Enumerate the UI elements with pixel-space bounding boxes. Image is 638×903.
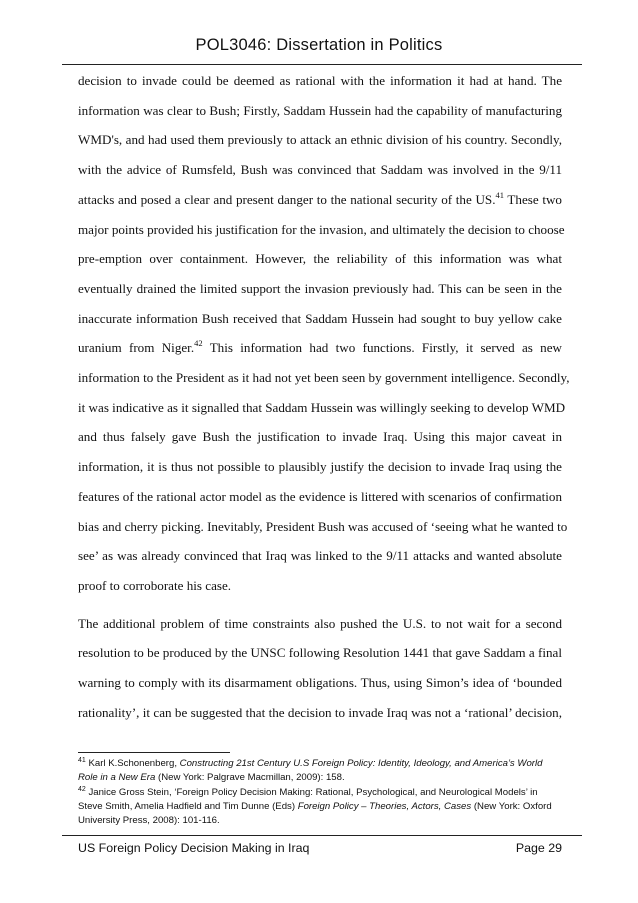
footnote-number: 41 bbox=[78, 757, 86, 764]
text-line: and thus falsely gave Bush the justification to invade Iraq. Using this major caveat in bbox=[78, 429, 562, 445]
text-line: it was indicative as it signalled that Saddam Hussein was willingly seeking to develop WMD bbox=[78, 399, 566, 415]
footnote-number: 42 bbox=[78, 785, 86, 793]
text-line: resolution to be produced by the UNSC following Resolution 1441 that gave Saddam a final bbox=[78, 645, 562, 661]
text-segment: attacks and posed a clear and present danger to the national security of the US. bbox=[78, 191, 496, 207]
footnote-ref-41[interactable]: 41 bbox=[495, 189, 504, 200]
text-line: see’ as was already convinced that Iraq was linked to the 9/11 attacks and wanted absolute bbox=[78, 548, 562, 564]
text-line: pre-emption over containment. However, the reliability of this information was what bbox=[78, 251, 562, 267]
text-line bbox=[78, 333, 562, 363]
text-line: major points provided his justification for the invasion, and ultimately the decision to choose bbox=[78, 221, 565, 237]
text-line: warning to comply with its disarmament obligations. Thus, using Simon’s idea of ‘bounded bbox=[78, 675, 562, 691]
text-line: decision to invade could be deemed as rational with the information it had at hand. The bbox=[78, 73, 562, 88]
text-line: WMD's, and had used them previously to attack an ethnic division of his country. Secondly, bbox=[78, 132, 562, 148]
footnote-book-title: Foreign Policy – Theories, Actors, Cases bbox=[297, 800, 472, 812]
footnote-41 bbox=[78, 757, 562, 786]
footnotes bbox=[78, 757, 562, 828]
paragraph-1 bbox=[78, 66, 570, 601]
footnote-publication: (New York: Palgrave Macmillan, 2009): 158. bbox=[155, 772, 345, 784]
header-divider bbox=[62, 64, 582, 65]
footnote-publication: (New York: Oxford University Press, 2008): 101-116. bbox=[78, 800, 552, 827]
main-text bbox=[78, 66, 570, 727]
page-number: Page 29 bbox=[515, 841, 562, 855]
header-title: POL3046: Dissertation in Politics bbox=[195, 36, 443, 54]
footer-title: US Foreign Policy Decision Making in Iraq bbox=[78, 841, 310, 855]
text-line bbox=[78, 185, 562, 215]
text-line: proof to corroborate his case. bbox=[78, 577, 232, 593]
footnote-author: Karl K.Schonenberg, bbox=[88, 758, 180, 769]
footnote-divider bbox=[78, 752, 230, 753]
text-line: information to the President as it had not yet been seen by government intelligence. Secondly, bbox=[78, 370, 570, 386]
text-line: information, it is thus not possible to plausibly justify the decision to invade Iraq using the bbox=[78, 459, 562, 475]
text-line: features of the rational actor model as the evidence is littered with scenarios of confirmation bbox=[78, 488, 562, 504]
page-footer bbox=[78, 841, 562, 855]
text-line: information was clear to Bush; Firstly, Saddam Hussein had the capability of manufacturing bbox=[78, 102, 562, 118]
footnote-42 bbox=[78, 786, 562, 829]
text-line: with the advice of Rumsfeld, Bush was convinced that Saddam was involved in the 9/11 bbox=[78, 162, 562, 178]
text-segment: uranium from Niger. bbox=[78, 340, 195, 356]
text-line: inaccurate information Bush received that Saddam Hussein had sought to buy yellow cake bbox=[78, 310, 562, 326]
footnote-book-title: Constructing 21st Century U.S Foreign Policy: Identity, Ideology, and America’s World Role in a New Era bbox=[78, 758, 543, 784]
text-line: bias and cherry picking. Inevitably, President Bush was accused of ‘seeing what he wanted to bbox=[78, 518, 568, 534]
text-line: rationality’, it can be suggested that the decision to invade Iraq was not a ‘rational’ decision, bbox=[78, 704, 562, 720]
text-line: The additional problem of time constraints also pushed the U.S. to not wait for a second bbox=[78, 615, 562, 631]
text-segment: These two bbox=[507, 191, 562, 207]
paragraph-2 bbox=[78, 609, 562, 728]
text-segment: This information had two functions. Firstly, it served as new bbox=[209, 340, 562, 356]
text-line: eventually drained the limited support the invasion previously had. This can be seen in the bbox=[78, 280, 562, 296]
footnote-ref-42[interactable]: 42 bbox=[194, 338, 203, 349]
footnote-lead: Janice Gross Stein, ‘Foreign Policy Decision Making: Rational, Psychological, and Neurological Models’ in Steve Smith, Amelia Hadfield and Tim Dunne (Eds) bbox=[78, 786, 538, 812]
footer-divider bbox=[62, 835, 582, 836]
